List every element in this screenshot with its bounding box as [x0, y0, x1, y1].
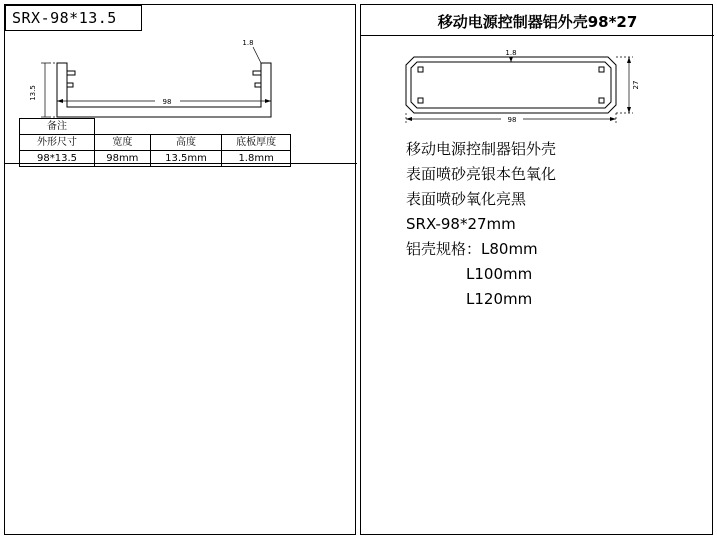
header-cell-0: 外形尺寸 — [20, 135, 95, 151]
note-line: 铝壳规格：L80mm — [406, 240, 538, 258]
right-title-divider — [361, 35, 714, 36]
left-title-box — [5, 5, 142, 31]
right-width-dimension: 98 — [507, 116, 517, 124]
right-profile-svg — [361, 39, 714, 129]
value-cell-2: 13.5mm — [150, 151, 222, 167]
note-line: SRX-98*27mm — [406, 215, 516, 233]
right-profile-drawing — [361, 39, 714, 129]
left-spec-table — [19, 118, 291, 167]
left-profile-drawing — [5, 33, 357, 118]
value-cell-3: 1.8mm — [222, 151, 291, 167]
remark-blank-1 — [95, 119, 151, 135]
note-line: 移动电源控制器铝外壳 — [406, 140, 557, 158]
left-width-dimension: 98 — [162, 98, 172, 106]
left-section-divider — [5, 163, 357, 164]
header-cell-1: 宽度 — [95, 135, 151, 151]
right-thickness-dimension: 1.8 — [505, 49, 517, 57]
left-profile-svg — [5, 33, 357, 118]
left-height-dimension: 13.5 — [29, 85, 37, 101]
header-cell-3: 底板厚度 — [222, 135, 291, 151]
left-title-text: SRX-98*13.5 — [12, 9, 117, 27]
note-line: L120mm — [466, 290, 533, 308]
left-thickness-dimension: 1.8 — [242, 39, 254, 47]
right-height-dimension: 27 — [632, 80, 640, 90]
note-line: 表面喷砂亮银本色氧化 — [406, 165, 557, 183]
note-line: 表面喷砂氧化亮黑 — [406, 190, 527, 208]
remark-blank-3 — [222, 119, 291, 135]
remark-blank-2 — [150, 119, 222, 135]
header-cell-2: 高度 — [150, 135, 222, 151]
value-cell-1: 98mm — [95, 151, 151, 167]
right-notes-block — [406, 137, 706, 312]
right-panel — [360, 4, 713, 535]
note-line: L100mm — [466, 265, 533, 283]
table-row-remark — [20, 119, 291, 135]
remark-header-cell: 备注 — [20, 119, 95, 135]
table-row-values — [20, 151, 291, 167]
table-row-headers — [20, 135, 291, 151]
left-panel — [4, 4, 356, 535]
right-title-text: 移动电源控制器铝外壳98*27 — [437, 13, 638, 31]
value-cell-0: 98*13.5 — [20, 151, 95, 167]
